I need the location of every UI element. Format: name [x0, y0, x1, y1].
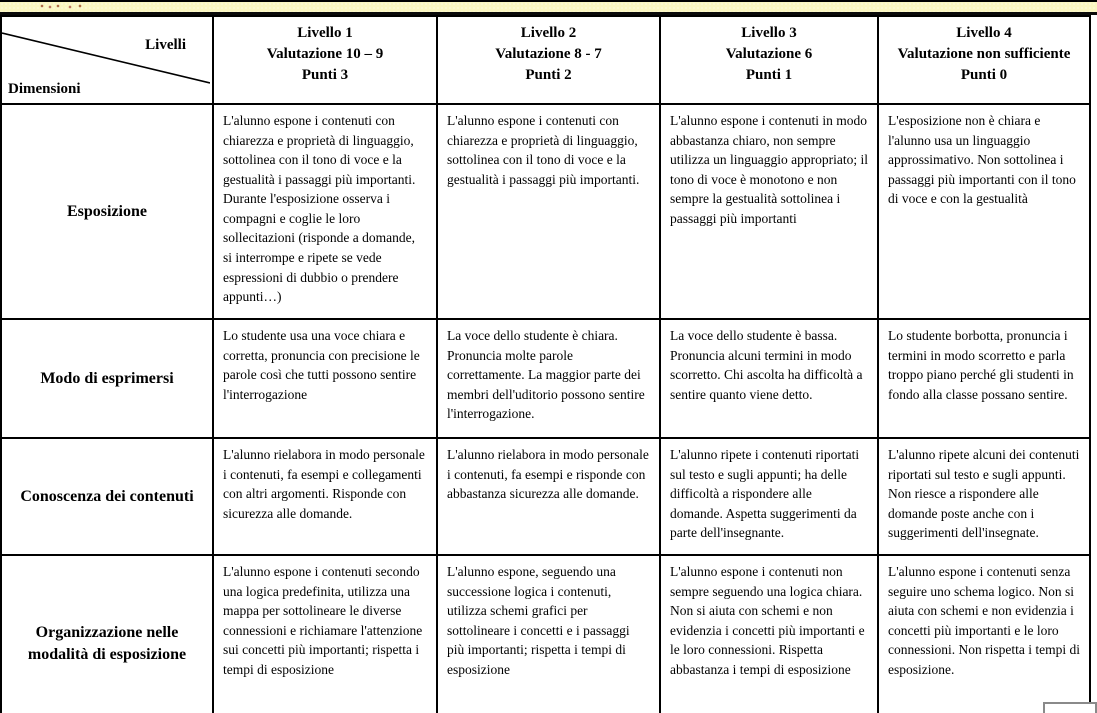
header-row	[1, 16, 1090, 104]
header-livello-1	[213, 16, 437, 104]
rubric-cell-conoscenza-l1: L'alunno rielabora in modo personale i contenuti, fa esempi e collegamenti con altri argomenti. Risponde con sicurezza alle domande.	[213, 438, 437, 555]
header-line: Valutazione 8 - 7	[495, 46, 602, 62]
rubric-cell-organizzazione-l2: L'alunno espone, seguendo una successione logica i contenuti, utilizza schemi grafici per sottolineare i concetti e i passaggi più importanti; rispetta i tempi di esposizione	[437, 555, 660, 713]
label-livelli: Livelli	[145, 37, 186, 53]
rubric-cell-conoscenza-l2: L'alunno rielabora in modo personale i contenuti, fa esempi e risponde con abbastanza sicurezza alle domande.	[437, 438, 660, 555]
header-line: Punti 2	[525, 67, 572, 83]
table-row	[1, 319, 1090, 438]
dimension-label-organizzazione: Organizzazione nelle modalità di esposizione	[1, 555, 213, 713]
top-strip	[0, 0, 1097, 15]
rubric-cell-modo-l4: Lo studente borbotta, pronuncia i termini in modo scorretto e parla troppo piano perché gli studenti in fondo alla classe possano sentire.	[878, 319, 1090, 438]
header-livello-4	[878, 16, 1090, 104]
header-line: Livello 4	[956, 25, 1012, 41]
rubric-cell-esposizione-l2: L'alunno espone i contenuti con chiarezza e proprietà di linguaggio, sottolinea con il tono di voce e la gestualità i passaggi più importanti.	[437, 104, 660, 319]
rubric-cell-esposizione-l1: L'alunno espone i contenuti con chiarezza e proprietà di linguaggio, sottolinea con il tono di voce e la gestualità i passaggi più importanti. Durante l'esposizione osserva i compagni e coglie le loro sollecitazioni (risponde a domande, si interrompe e ripete se vede espressioni di dubbio o prendere appunti…)	[213, 104, 437, 319]
header-line: Livello 2	[520, 25, 577, 41]
header-line: Valutazione non sufficiente	[897, 46, 1071, 62]
rubric-cell-modo-l2: La voce dello studente è chiara. Pronuncia molte parole correttamente. La maggior parte dei membri dell'uditorio possono sentire l'interrogazione.	[437, 319, 660, 438]
table-row	[1, 438, 1090, 555]
header-livello-3	[660, 16, 878, 104]
header-line: Valutazione 10 – 9	[266, 46, 384, 62]
rubric-cell-conoscenza-l3: L'alunno ripete i contenuti riportati sul testo e sugli appunti; ha delle difficoltà a rispondere alle domande. Aspetta suggerimenti da parte dell'insegnante.	[660, 438, 878, 555]
dimension-label-conoscenza: Conoscenza dei contenuti	[1, 438, 213, 555]
header-line: Punti 0	[960, 67, 1008, 83]
label-dimensioni: Dimensioni	[8, 81, 81, 97]
partial-box-fragment	[1043, 702, 1097, 713]
table-row	[1, 104, 1090, 319]
dimension-label-modo-di-esprimersi: Modo di esprimersi	[1, 319, 213, 438]
rubric-cell-organizzazione-l3: L'alunno espone i contenuti non sempre seguendo una logica chiara. Non si aiuta con schemi e non evidenzia i concetti più importanti e le loro connessioni. Rispetta abbastanza i tempi di esposizione	[660, 555, 878, 713]
rubric-cell-conoscenza-l4: L'alunno ripete alcuni dei contenuti riportati sul testo e sugli appunti. Non riesce a rispondere alle domande poste anche con i suggerimenti dell'insegnate.	[878, 438, 1090, 555]
rubric-cell-esposizione-l3: L'alunno espone i contenuti in modo abbastanza chiaro, non sempre utilizza un linguaggio appropriato; il tono di voce è monotono e non sempre la gestualità sottolinea i passaggi più importanti	[660, 104, 878, 319]
header-line: Punti 3	[301, 67, 349, 83]
header-line: Punti 1	[745, 67, 793, 83]
table-row	[1, 555, 1090, 713]
rubric-cell-organizzazione-l4: L'alunno espone i contenuti senza seguire uno schema logico. Non si aiuta con schemi e non evidenzia i concetti più importanti e le loro connessioni. Non rispetta i tempi di esposizione.	[878, 555, 1090, 713]
clipped-text-fragment	[36, 3, 88, 10]
rubric-cell-modo-l1: Lo studente usa una voce chiara e corretta, pronuncia con precisione le parole così che tutti possono sentire l'interrogazione	[213, 319, 437, 438]
rubric-cell-organizzazione-l1: L'alunno espone i contenuti secondo una logica predefinita, utilizza una mappa per sottolineare le diverse connessioni e richiamare l'attenzione sui concetti più importanti; rispetta i tempi di esposizione	[213, 555, 437, 713]
rubric-cell-esposizione-l4: L'esposizione non è chiara e l'alunno usa un linguaggio approssimativo. Non sottolinea i passaggi più importanti con il tono di voce e con la gestualità	[878, 104, 1090, 319]
dimension-label-esposizione: Esposizione	[1, 104, 213, 319]
header-line: Livello 1	[297, 25, 353, 41]
rubric-table	[0, 15, 1091, 713]
header-livello-2	[437, 16, 660, 104]
rubric-cell-modo-l3: La voce dello studente è bassa. Pronuncia alcuni termini in modo scorretto. Chi ascolta ha difficoltà a sentire quanto viene detto.	[660, 319, 878, 438]
header-line: Livello 3	[741, 25, 797, 41]
header-line: Valutazione 6	[725, 46, 813, 62]
corner-cell	[1, 16, 213, 104]
